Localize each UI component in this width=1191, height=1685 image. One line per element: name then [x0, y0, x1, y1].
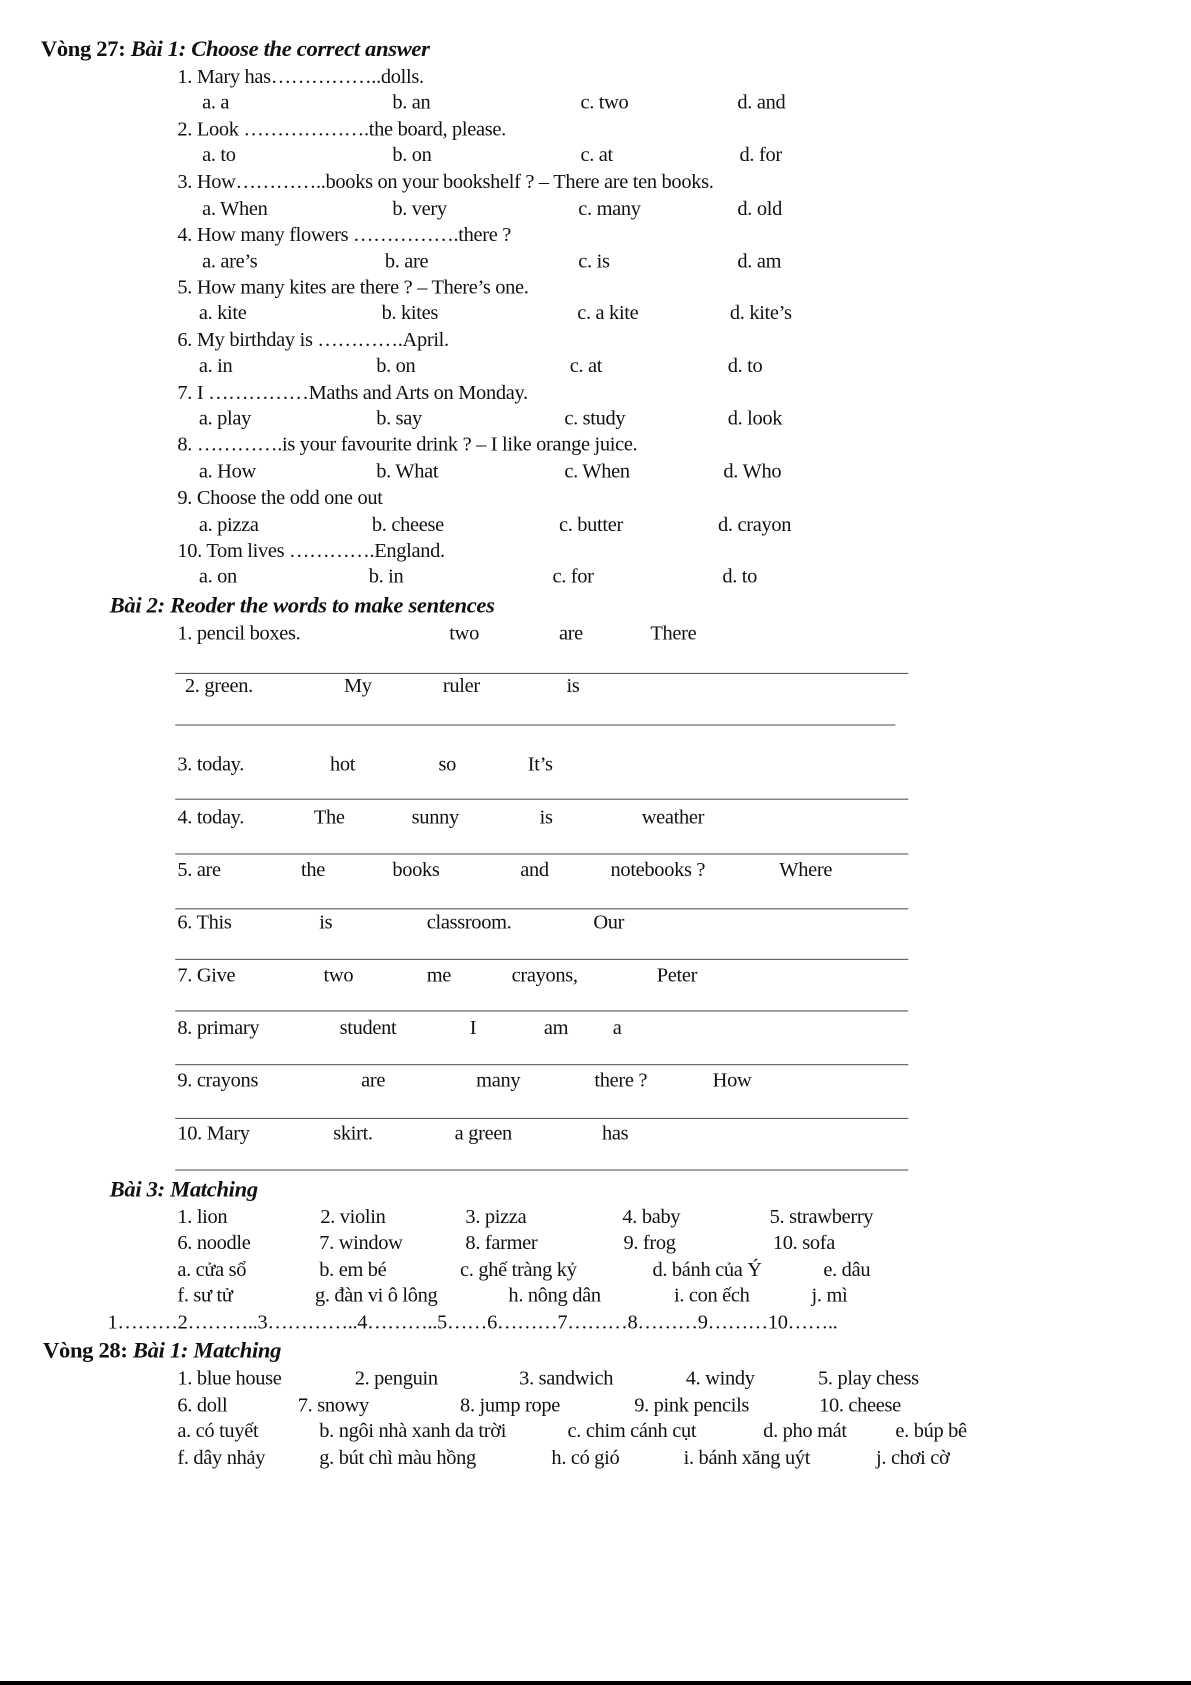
answer-option: d. old [737, 197, 782, 221]
matching-word: 7. window [319, 1231, 403, 1255]
answer-option: b. What [376, 460, 439, 483]
question-text: 7. I ……………Maths and Arts on Monday. [177, 381, 528, 405]
answer-option: c. at [580, 144, 613, 167]
scrambled-word: 1. pencil boxes. [177, 622, 301, 645]
scrambled-word: are [361, 1069, 386, 1093]
question-text: 5. How many kites are there ? – There’s one. [177, 276, 529, 299]
matching-word: 7. snowy [297, 1394, 369, 1417]
matching-word: 1. lion [177, 1206, 228, 1229]
matching-meaning: e. búp bê [895, 1419, 967, 1443]
scrambled-word: the [300, 858, 325, 882]
scrambled-word: 2. green. [184, 675, 253, 698]
matching-word: 6. noodle [177, 1231, 251, 1255]
answer-option: d. to [727, 354, 763, 378]
answer-option: d. look [727, 407, 783, 430]
answer-option: b. say [376, 407, 422, 430]
scrambled-word: two [323, 964, 354, 987]
matching-word: 10. cheese [819, 1394, 901, 1417]
answer-option: b. in [368, 565, 404, 588]
answer-option: d. Who [723, 460, 782, 483]
scrambled-word: there ? [594, 1069, 648, 1093]
answer-option: d. kite’s [729, 302, 792, 325]
section-title: Bài 1: Choose the correct answer [130, 35, 430, 62]
scrambled-word: me [426, 964, 452, 987]
round-label: Vòng 28: [42, 1337, 128, 1363]
answer-option: d. am [737, 250, 782, 274]
question-text: 2. Look ……………….the board, please. [177, 118, 506, 141]
matching-word: 1. blue house [177, 1367, 282, 1390]
scrambled-word: 7. Give [177, 964, 236, 987]
answer-option: b. cheese [371, 513, 444, 537]
matching-meaning: g. đàn vi ô lông [314, 1284, 438, 1308]
answer-line: 1………2………..3…………..4………..5……6………7………8………9………10…….. [107, 1311, 838, 1334]
matching-meaning: e. dâu [823, 1258, 871, 1282]
matching-meaning: c. ghế tràng kỷ [460, 1258, 577, 1282]
matching-meaning: c. chim cánh cụt [567, 1419, 697, 1443]
vong27-heading [41, 35, 430, 61]
matching-word: 5. play chess [817, 1367, 919, 1390]
matching-meaning: a. cửa sổ [177, 1258, 247, 1282]
scrambled-word: 6. This [177, 911, 232, 935]
matching-meaning: g. bút chì màu hồng [319, 1446, 476, 1470]
answer-option: d. crayon [718, 513, 792, 537]
scrambled-word: am [543, 1016, 569, 1040]
matching-word: 8. farmer [465, 1231, 538, 1255]
matching-word: 9. pink pencils [634, 1394, 750, 1417]
matching-meaning: d. pho mát [763, 1419, 847, 1443]
answer-writing-line[interactable] [175, 724, 895, 725]
scrambled-word: There [650, 622, 697, 645]
matching-meaning: b. em bé [319, 1258, 387, 1282]
answer-option: a. When [202, 197, 268, 221]
scrambled-word: 9. crayons [177, 1069, 259, 1093]
answer-option: a. How [198, 460, 256, 483]
answer-option: d. and [737, 91, 786, 114]
round-label: Vòng 27: [40, 35, 126, 62]
scrambled-word: 4. today. [177, 806, 245, 829]
answer-option: a. on [198, 565, 237, 588]
answer-option: a. to [202, 144, 236, 167]
scrambled-word: is [566, 675, 580, 698]
scrambled-word: skirt. [333, 1122, 373, 1145]
question-text: 6. My birthday is ………….April. [177, 328, 449, 352]
answer-option: c. When [564, 460, 630, 483]
scrambled-word: I [469, 1016, 477, 1040]
question-text: 3. How…………..books on your bookshelf ? – There are ten books. [177, 170, 714, 194]
matching-meaning: f. sư tử [177, 1284, 233, 1308]
scrambled-word: 5. are [177, 858, 221, 882]
answer-option: c. two [580, 91, 629, 114]
question-text: 10. Tom lives ………….England. [177, 539, 445, 563]
matching-meaning: b. ngôi nhà xanh da trời [319, 1419, 507, 1443]
answer-option: c. a kite [577, 302, 639, 325]
scrambled-word: ruler [442, 675, 480, 698]
scrambled-word: weather [641, 806, 705, 829]
answer-option: a. play [198, 407, 252, 430]
answer-writing-line[interactable] [175, 908, 908, 909]
matching-word: 9. frog [623, 1231, 676, 1255]
matching-meaning: i. bánh xăng uýt [683, 1446, 811, 1470]
scrambled-word: are [558, 622, 583, 645]
answer-option: c. for [552, 565, 594, 588]
answer-writing-line[interactable] [175, 1010, 908, 1011]
answer-option: c. is [578, 250, 610, 274]
matching-word: 2. penguin [354, 1367, 438, 1390]
matching-meaning: d. bánh của Ý [652, 1258, 762, 1282]
scrambled-word: student [339, 1016, 397, 1040]
answer-option: d. to [722, 565, 758, 588]
section-title: Bài 1: Matching [132, 1337, 282, 1363]
answer-option: b. on [392, 144, 432, 167]
answer-option: c. study [564, 407, 626, 430]
scrambled-word: books [392, 858, 440, 882]
matching-meaning: j. mì [811, 1284, 848, 1308]
scrambled-word: crayons, [511, 964, 578, 987]
scrambled-word: many [476, 1069, 521, 1093]
bai2-heading [110, 592, 495, 618]
scrambled-word: 10. Mary [177, 1122, 250, 1145]
answer-writing-line[interactable] [175, 1118, 908, 1119]
answer-writing-line[interactable] [175, 673, 908, 674]
answer-option: c. butter [558, 513, 623, 537]
scrambled-word: hot [329, 753, 356, 777]
answer-option: b. very [392, 197, 447, 221]
matching-word: 2. violin [320, 1206, 386, 1229]
scrambled-word: is [539, 806, 553, 829]
matching-meaning: h. có gió [551, 1446, 620, 1470]
scrambled-word: Our [593, 911, 625, 935]
scrambled-word: My [343, 675, 372, 698]
scrambled-word: sunny [411, 806, 459, 829]
scrambled-word: It’s [527, 753, 553, 777]
matching-meaning: a. có tuyết [177, 1419, 259, 1443]
matching-meaning: f. dây nhảy [177, 1446, 266, 1470]
matching-word: 3. sandwich [519, 1367, 614, 1390]
scrambled-word: notebooks ? [610, 858, 706, 882]
matching-word: 3. pizza [465, 1206, 527, 1229]
answer-option: b. an [392, 91, 431, 114]
scrambled-word: is [319, 911, 333, 935]
answer-writing-line[interactable] [175, 1064, 908, 1065]
matching-word: 8. jump rope [460, 1394, 560, 1417]
scrambled-word: two [449, 622, 479, 645]
scrambled-word: a [612, 1016, 622, 1040]
answer-option: c. at [569, 354, 603, 378]
answer-option: a. are’s [202, 250, 258, 274]
answer-option: b. kites [381, 302, 439, 325]
scrambled-word: The [313, 806, 345, 829]
answer-option: a. pizza [198, 513, 259, 537]
scrambled-word: 3. today. [177, 753, 245, 777]
section-title: Bài 3: Matching [109, 1175, 258, 1202]
question-text: 9. Choose the odd one out [177, 486, 383, 510]
answer-option: a. in [198, 354, 233, 378]
scrambled-word: a green [454, 1122, 512, 1145]
bai3-heading [110, 1176, 258, 1202]
scrambled-word: Where [779, 858, 833, 882]
scrambled-word: 8. primary [177, 1016, 260, 1040]
answer-writing-line[interactable] [175, 853, 908, 854]
answer-option: a. kite [198, 302, 247, 325]
matching-word: 4. baby [622, 1206, 681, 1229]
answer-option: a. a [202, 91, 230, 114]
answer-writing-line[interactable] [175, 959, 908, 960]
matching-meaning: h. nông dân [508, 1284, 601, 1308]
answer-option: b. on [376, 354, 416, 378]
matching-meaning: j. chơi cờ [876, 1446, 950, 1470]
scrambled-word: classroom. [426, 911, 512, 935]
question-text: 8. ………….is your favourite drink ? – I like orange juice. [177, 433, 638, 456]
scrambled-word: and [520, 858, 549, 882]
answer-writing-line[interactable] [175, 799, 908, 800]
vong28-heading [43, 1337, 281, 1363]
scrambled-word: has [601, 1122, 629, 1145]
matching-word: 6. doll [177, 1394, 228, 1417]
matching-word: 10. sofa [772, 1231, 835, 1255]
question-text: 4. How many flowers …………….there ? [177, 223, 512, 247]
answer-writing-line[interactable] [175, 1169, 908, 1170]
matching-meaning: i. con ếch [673, 1284, 750, 1308]
matching-word: 5. strawberry [769, 1206, 874, 1229]
answer-option: d. for [739, 144, 782, 167]
matching-word: 4. windy [685, 1367, 755, 1390]
question-text: 1. Mary has……………..dolls. [177, 65, 424, 89]
answer-option: b. are [384, 250, 429, 274]
scrambled-word: Peter [656, 964, 698, 987]
scrambled-word: so [438, 753, 457, 777]
scrambled-word: How [712, 1069, 752, 1093]
answer-option: c. many [578, 197, 641, 221]
section-title: Bài 2: Reoder the words to make sentences [109, 592, 495, 619]
page-bottom-border [0, 1681, 1191, 1685]
